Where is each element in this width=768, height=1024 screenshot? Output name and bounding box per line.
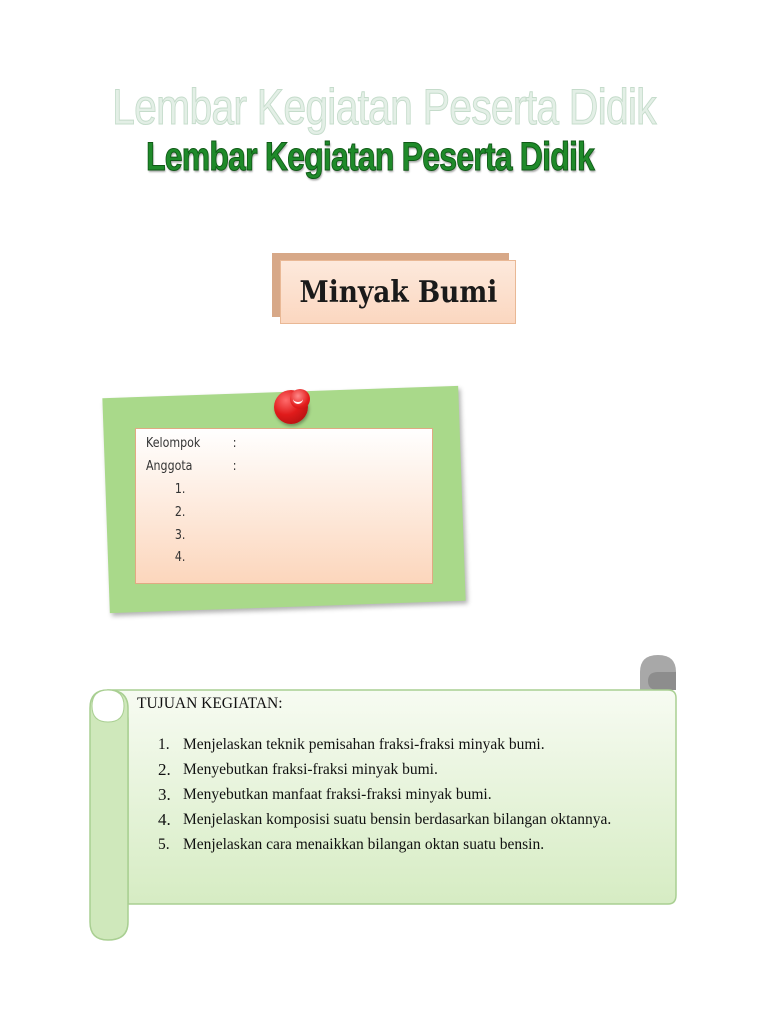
list-item	[158, 760, 648, 780]
members-colon: :	[232, 459, 237, 474]
list-text: Menyebutkan fraksi-fraksi minyak bumi.	[183, 761, 438, 778]
list-text: Menjelaskan komposisi suatu bensin berdasarkan bilangan oktannya.	[183, 811, 612, 828]
list-item	[158, 810, 648, 830]
scroll-roll-end	[92, 690, 124, 722]
list-text: Menjelaskan teknik pemisahan fraksi-fraksi minyak bumi.	[183, 736, 545, 753]
objectives-list	[158, 735, 648, 860]
member-number: 4.	[174, 550, 186, 565]
list-item	[158, 785, 648, 805]
list-number: 3.	[158, 785, 171, 804]
page-title-shadow: Lembar Kegiatan Peserta Didik	[112, 79, 656, 135]
list-text: Menjelaskan cara menaikkan bilangan oktan suatu bensin.	[183, 836, 545, 853]
list-number: 1.	[158, 736, 170, 753]
objectives-title: TUJUAN KEGIATAN:	[137, 695, 283, 712]
group-label: Kelompok	[146, 436, 201, 451]
list-number: 4.	[158, 810, 171, 829]
list-item	[158, 835, 648, 855]
list-text: Menyebutkan manfaat fraksi-fraksi minyak bumi.	[183, 786, 492, 803]
members-label: Anggota	[146, 459, 193, 474]
member-number: 3.	[174, 528, 186, 543]
list-item	[158, 735, 648, 755]
scroll-curl-shadow	[648, 672, 676, 690]
subtitle: Minyak Bumi	[299, 274, 497, 310]
list-number: 5.	[158, 836, 170, 853]
member-number: 2.	[174, 505, 186, 520]
member-number: 1.	[174, 482, 186, 497]
scroll-roll-left	[90, 690, 128, 940]
page-title: Lembar Kegiatan Peserta Didik	[145, 135, 595, 179]
list-number: 2.	[158, 760, 171, 779]
group-colon: :	[232, 436, 237, 451]
